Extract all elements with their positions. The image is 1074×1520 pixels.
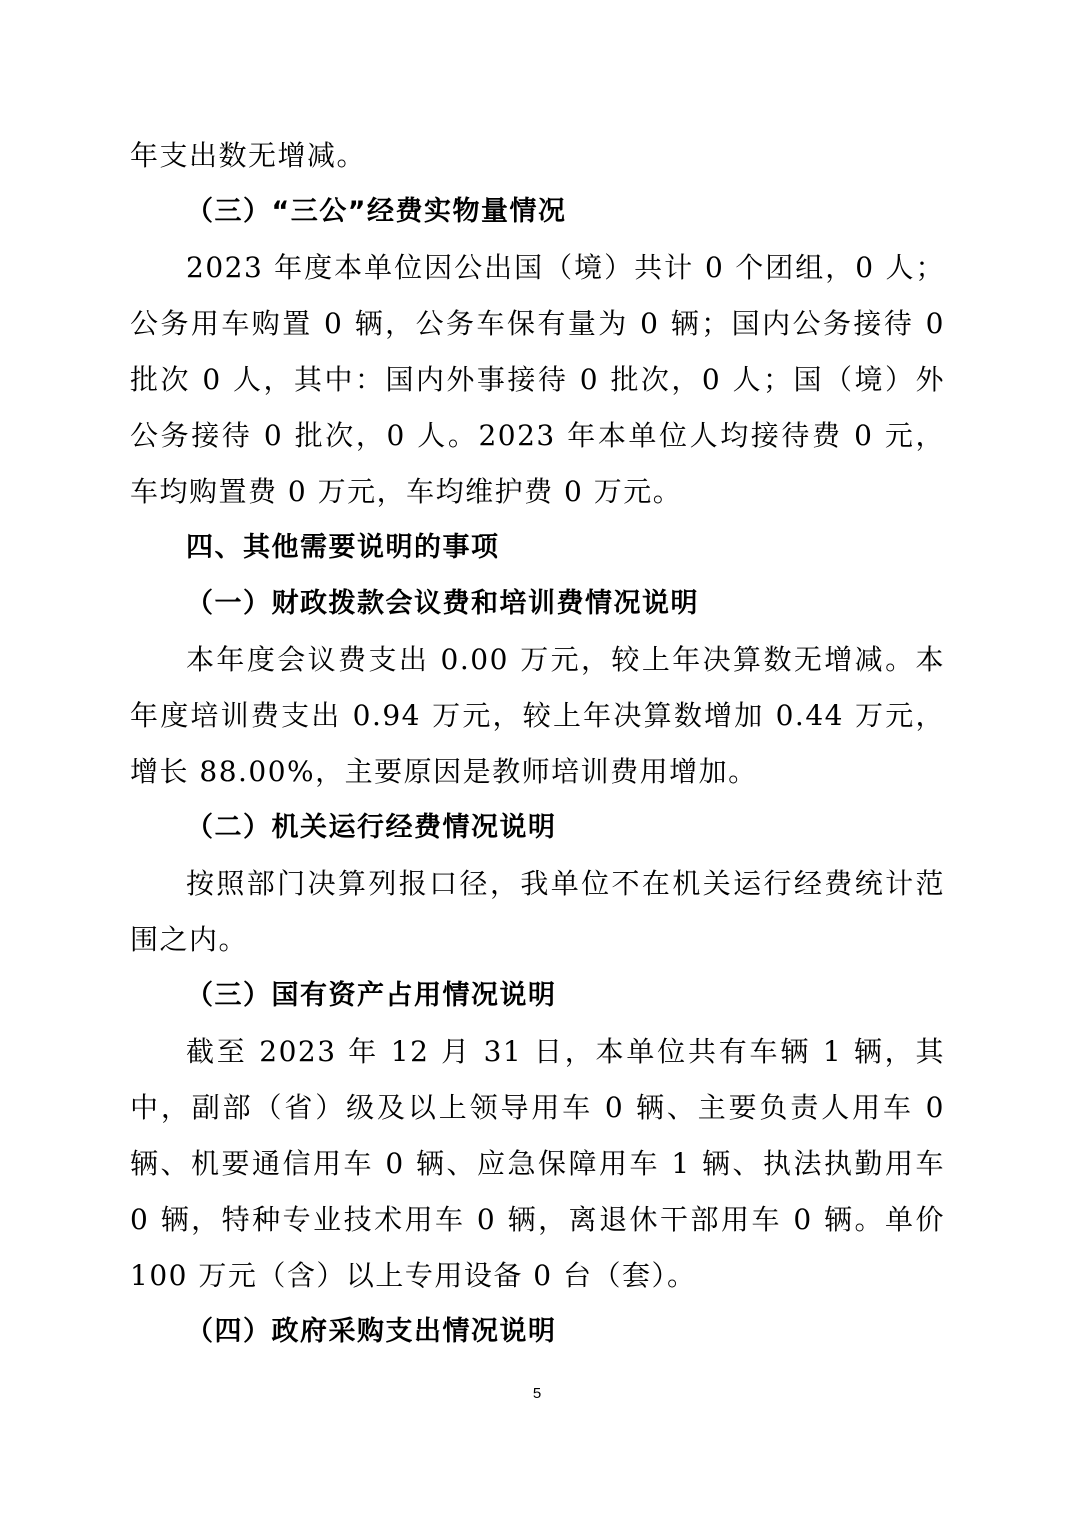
document-body bbox=[130, 128, 945, 1360]
paragraph-three-public-quantities: 2023 年度本单位因公出国（境）共计 0 个团组，0 人；公务用车购置 0 辆，公务车保有量为 0 辆；国内公务接待 0 批次 0 人，其中：国内外事接待 0 批次，0 人；国（境）外公务接待 0 批次，0 人。2023 年本单位人均接待费 0 元，车均购置费 0 万元，车均维护费 0 万元。 bbox=[130, 251, 945, 508]
heading-other-matters: 四、其他需要说明的事项 bbox=[186, 532, 500, 563]
heading-operating-expenses: （二）机关运行经费情况说明 bbox=[186, 812, 557, 843]
page-number: 5 bbox=[532, 1385, 542, 1402]
heading-meeting-training-fees: （一）财政拨款会议费和培训费情况说明 bbox=[186, 588, 699, 619]
heading-government-procurement: （四）政府采购支出情况说明 bbox=[186, 1316, 557, 1347]
paragraph-state-assets: 截至 2023 年 12 月 31 日，本单位共有车辆 1 辆，其中，副部（省）级及以上领导用车 0 辆、主要负责人用车 0 辆、机要通信用车 0 辆、应急保障用车 1 辆、执法执勤用车 0 辆，特种专业技术用车 0 辆，离退休干部用车 0 辆。单价 100 万元（含）以上专用设备 0 台（套）。 bbox=[130, 1035, 945, 1292]
paragraph-operating-expenses: 按照部门决算列报口径，我单位不在机关运行经费统计范围之内。 bbox=[130, 867, 945, 956]
paragraph-meeting-training-fees: 本年度会议费支出 0.00 万元，较上年决算数无增减。本年度培训费支出 0.94 万元，较上年决算数增加 0.44 万元，增长 88.00%，主要原因是教师培训费用增加。 bbox=[130, 643, 945, 788]
paragraph-continuation: 年支出数无增减。 bbox=[130, 139, 367, 172]
heading-state-assets: （三）国有资产占用情况说明 bbox=[186, 980, 557, 1011]
heading-three-public-expenses: （三）“三公”经费实物量情况 bbox=[186, 196, 567, 227]
